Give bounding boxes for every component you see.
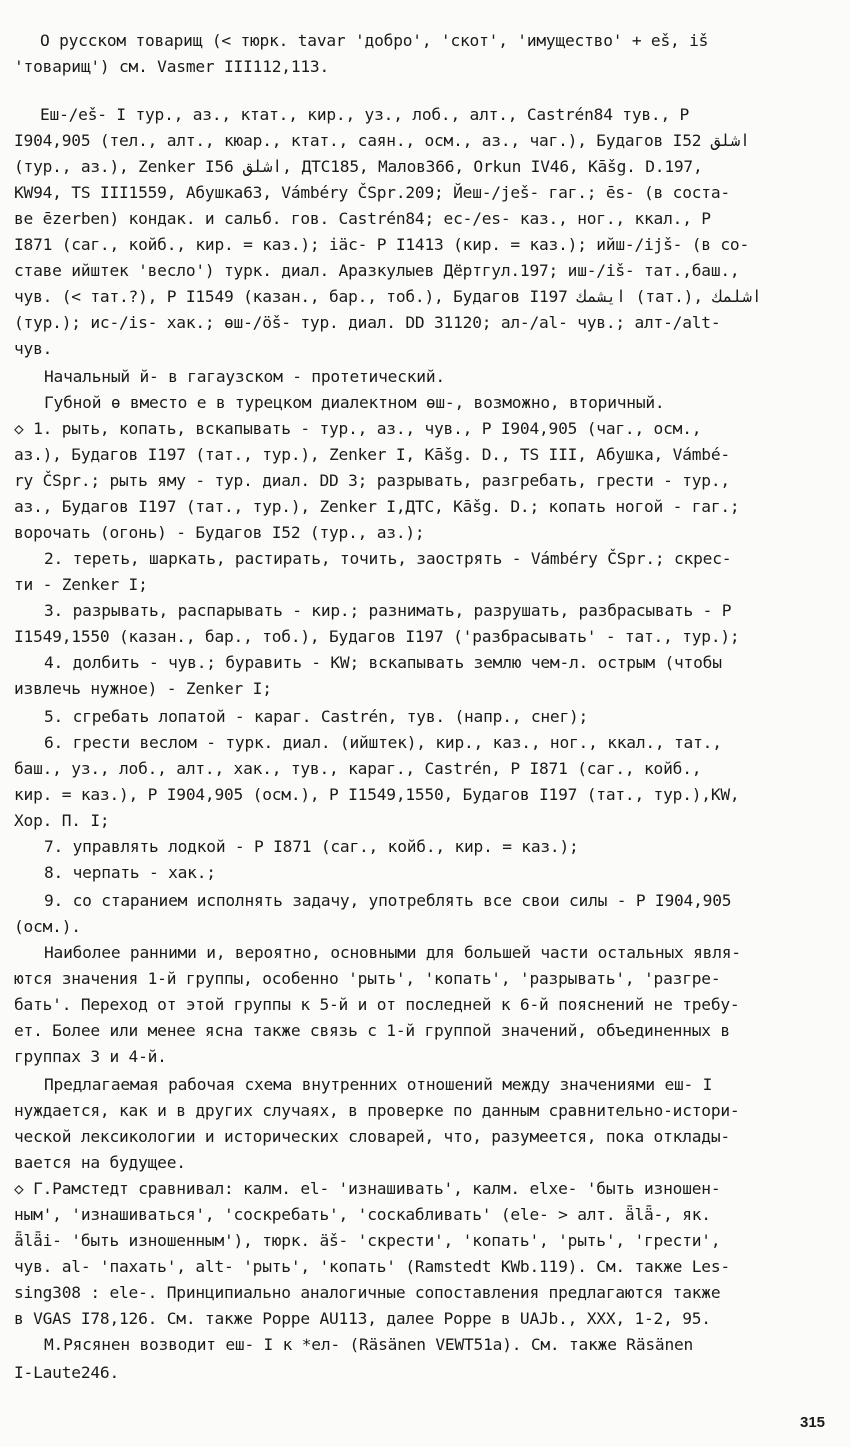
text-line: в VGAS I78,126. См. также Poppe AU113, далее Poppe в UAJb., XXX, 1-2, 95.	[14, 1309, 711, 1328]
text-line: чув. al- 'пахать', alt- 'рыть', 'копать' (Ramstedt KWb.119). См. также Les-	[14, 1257, 730, 1276]
text-line: О русском товарищ (< тюрк. tavar 'добро', 'скот', 'имущество' + eš, iš	[40, 31, 709, 50]
text-line: I1549,1550 (казан., бар., тоб.), Будагов I197 ('разбрасывать' - тат., тур.);	[14, 627, 740, 646]
text-line: нуждается, как и в других случаях, в проверке по данным сравнительно-истори-	[14, 1101, 740, 1120]
text-line: чув. (< тат.?), Р I1549 (казан., бар., тоб.), Будагов I197 ايشمك (тат.), اشلمك	[14, 287, 762, 306]
text-line: 5. сгребать лопатой - караг. Castrén, тув. (напр., снег);	[44, 707, 589, 726]
text-line: кир. = каз.), Р I904,905 (осм.), Р I1549,1550, Будагов I197 (тат., тур.),КW,	[14, 785, 740, 804]
text-line: аз.), Будагов I197 (тат., тур.), Zenker I, Kāšg. D., TS III, Абушка, Vámbé-	[14, 445, 730, 464]
text-line: ве ēzerben) кондак. и сальб. гов. Castrén84; ес-/es- каз., ног., ккал., Р	[14, 209, 711, 228]
text-line: бать'. Переход от этой группы к 5-й и от последней к 6-й пояснений не требу-	[14, 995, 740, 1014]
text-line: ческой лексикологии и исторических словарей, что, разумеется, пока отклады-	[14, 1127, 730, 1146]
text-line: ются значения 1-й группы, особенно 'рыть', 'копать', 'разрывать', 'разгре-	[14, 969, 721, 988]
text-line: ным', 'изнашиваться', 'соскребать', 'соскабливать' (ele- > алт. ǟlǟ-, як.	[14, 1205, 711, 1224]
text-line: ǟlǟi- 'быть изношенным'), тюрк. äš- 'скрести', 'копать', 'рыть', 'грести',	[14, 1231, 721, 1250]
text-line: ворочать (огонь) - Будагов I52 (тур., аз.);	[14, 523, 425, 542]
text-line: М.Рясянен возводит еш- I к *ел- (Räsänen VEWT51a). См. также Räsänen	[44, 1335, 694, 1354]
text-line: ет. Более или менее ясна также связь с 1-й группой значений, объединенных в	[14, 1021, 730, 1040]
text-line: Наиболее ранними и, вероятно, основными для большей части остальных явля-	[44, 943, 741, 962]
text-line: 9. со старанием исполнять задачу, употреблять все свои силы - Р I904,905	[44, 891, 732, 910]
text-line: извлечь нужное) - Zenker I;	[14, 679, 272, 698]
text-line: Губной ө вместо е в турецком диалектном өш-, возможно, вторичный.	[44, 393, 665, 412]
text-line: 8. черпать - хак.;	[44, 863, 216, 882]
text-line: вается на будущее.	[14, 1153, 186, 1172]
text-line: 4. долбить - чув.; буравить - КW; вскапывать землю чем-л. острым (чтобы	[44, 653, 722, 672]
text-line: ◇ Г.Рамстедт сравнивал: калм. el- 'изнашивать', калм. elxe- 'быть изношен-	[14, 1179, 721, 1198]
text-line: 6. грести веслом - турк. диал. (ийштек), кир., каз., ног., ккал., тат.,	[44, 733, 722, 752]
text-line: Еш-/еš- I тур., аз., ктат., кир., уз., лоб., алт., Castrén84 тув., Р	[40, 105, 690, 124]
text-line: I871 (саг., койб., кир. = каз.); іäс- Р I1413 (кир. = каз.); ийш-/ijš- (в со-	[14, 235, 750, 254]
text-line: (осм.).	[14, 917, 81, 936]
text-line: 7. управлять лодкой - Р I871 (саг., койб., кир. = каз.);	[44, 837, 579, 856]
text-line: sing308 : ele-. Принципиально аналогичные сопоставления предлагаются также	[14, 1283, 721, 1302]
text-line: 2. тереть, шаркать, растирать, точить, заострять - Vámbéry ČSpr.; скрес-	[44, 549, 732, 568]
text-line: 'товарищ') см. Vasmer III112,113.	[14, 57, 330, 76]
text-line: I-Laute246.	[14, 1363, 120, 1382]
text-line: чув.	[14, 339, 53, 358]
text-line: группах 3 и 4-й.	[14, 1047, 167, 1066]
text-line: Начальный й- в гагаузском - протетический.	[44, 367, 445, 386]
text-line: ry ČSpr.; рыть яму - тур. диал. DD 3; разрывать, разгребать, грести - тур.,	[14, 471, 730, 490]
text-line: КW94, TS III1559, Абушка63, Vámbéry ČSpr.209; Йеш-/ješ- гаг.; ēs- (в соста-	[14, 183, 730, 202]
text-line: баш., уз., лоб., алт., хак., тув., караг., Castrén, Р I871 (саг., койб.,	[14, 759, 702, 778]
text-line: (тур.); ис-/is- хак.; өш-/öš- тур. диал. DD 31120; ал-/al- чув.; алт-/alt-	[14, 313, 721, 332]
text-line: (тур., аз.), Zenker I56 اشلق, ДТС185, Малов366, Orkun IV46, Kāšg. D.197,	[14, 157, 703, 176]
text-line: ◇ 1. рыть, копать, вскапывать - тур., аз., чув., Р I904,905 (чаг., осм.,	[14, 419, 702, 438]
text-line: I904,905 (тел., алт., кюар., ктат., саян., осм., аз., чаг.), Будагов I52 اشلق	[14, 131, 750, 150]
text-line: аз., Будагов I197 (тат., тур.), Zenker I,ДТС, Kāšg. D.; копать ногой - гаг.;	[14, 497, 740, 516]
text-line: Хор. П. I;	[14, 811, 110, 830]
text-line: ти - Zenker I;	[14, 575, 148, 594]
page-number: 315	[800, 1414, 826, 1431]
text-line: Предлагаемая рабочая схема внутренних отношений между значениями еш- I	[44, 1075, 713, 1094]
text-line: 3. разрывать, распарывать - кир.; разнимать, разрушать, разбрасывать - Р	[44, 601, 732, 620]
text-line: ставе ийштек 'весло') турк. диал. Аразкулыев Дёртгул.197; иш-/iš- тат.,баш.,	[14, 261, 740, 280]
